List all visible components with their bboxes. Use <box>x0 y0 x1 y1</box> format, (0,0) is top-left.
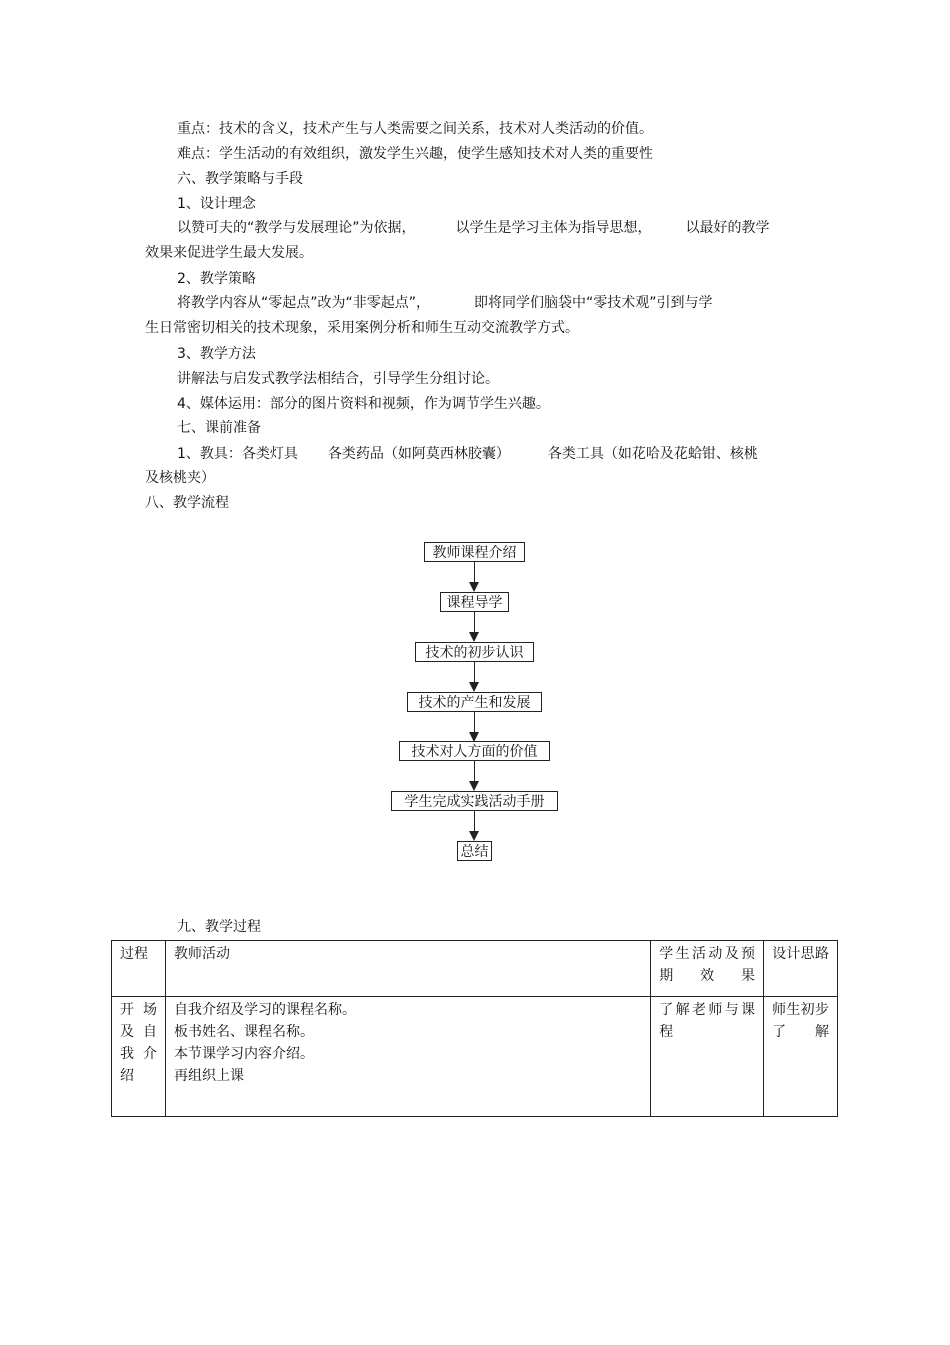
row-teacher-activity <box>165 997 650 1117</box>
design-concept-part-a: 以赞可夫的“教学与发展理论”为依据， <box>177 220 416 236</box>
teacher-activity-item: 再组织上课 <box>173 1068 244 1084</box>
table-row <box>112 997 838 1117</box>
design-concept-part-c: 以最好的教学 <box>685 220 770 236</box>
teacher-activity-item: 自我介绍及学习的课程名称。 <box>173 1002 356 1018</box>
tools-part-a: 1、教具：各类灯具 <box>177 446 298 462</box>
teacher-activity-item: 板书姓名、课程名称。 <box>173 1024 314 1040</box>
method-text: 讲解法与启发式教学法相结合，引导学生分组讨论。 <box>177 371 499 387</box>
flow-arrowhead-1 <box>469 582 479 592</box>
strategy-part-b: 即将同学们脑袋中“零技术观”引到与学 <box>474 295 713 311</box>
subsection-2-heading: 2、教学策略 <box>177 271 256 287</box>
section-9-heading: 九、教学过程 <box>177 919 261 935</box>
flow-arrowhead-6 <box>469 831 479 841</box>
strategy-line-2: 生日常密切相关的技术现象，采用案例分析和师生互动交流教学方式。 <box>145 320 579 336</box>
design-concept-part-b: 以学生是学习主体为指导思想， <box>455 220 652 236</box>
flow-arrowhead-5 <box>469 781 479 791</box>
tools-part-b: 各类药品（如阿莫西林胶囊） <box>327 446 510 462</box>
difficulty-text: 难点：学生活动的有效组织，激发学生兴趣，使学生感知技术对人类的重要性 <box>177 146 653 162</box>
flow-step-5: 技术对人方面的价值 <box>399 741 550 761</box>
header-teacher-activity: 教师活动 <box>165 941 650 997</box>
subsection-3-heading: 3、教学方法 <box>177 346 256 362</box>
flow-step-7: 总结 <box>457 841 492 861</box>
section-6-heading: 六、教学策略与手段 <box>177 171 303 187</box>
subsection-1-heading: 1、设计理念 <box>177 196 256 212</box>
header-design-idea: 设计思路 <box>764 941 838 997</box>
flow-arrow-2 <box>474 612 475 632</box>
flow-arrowhead-2 <box>469 632 479 642</box>
flow-step-6: 学生完成实践活动手册 <box>391 791 558 811</box>
flow-arrow-4 <box>474 712 475 732</box>
section-8-heading: 八、教学流程 <box>145 495 229 511</box>
table-header-row <box>112 941 838 997</box>
process-table <box>111 940 838 1117</box>
row-design-idea: 师生初步了解 <box>764 997 838 1117</box>
key-point-text: 重点：技术的含义，技术产生与人类需要之间关系，技术对人类活动的价值。 <box>177 121 653 137</box>
media-text: 4、媒体运用：部分的图片资料和视频，作为调节学生兴趣。 <box>177 396 550 412</box>
flow-arrowhead-3 <box>469 682 479 692</box>
strategy-part-a: 将教学内容从“零起点”改为“非零起点”， <box>177 295 431 311</box>
header-student-activity: 学生活动及预期效果 <box>651 941 764 997</box>
flow-step-2: 课程导学 <box>440 592 509 612</box>
row-student-activity: 了解老师与课程 <box>651 997 764 1117</box>
flow-arrow-3 <box>474 662 475 682</box>
flow-arrow-1 <box>474 562 475 582</box>
design-concept-line-2: 效果来促进学生最大发展。 <box>145 245 313 261</box>
section-7-heading: 七、课前准备 <box>177 420 261 436</box>
flow-step-3: 技术的初步认识 <box>415 642 534 662</box>
tools-line-1 <box>177 445 758 463</box>
row-process: 开场及自我介绍 <box>112 997 166 1117</box>
design-concept-line-1 <box>177 219 770 237</box>
flow-step-1: 教师课程介绍 <box>424 542 525 562</box>
header-process: 过程 <box>112 941 166 997</box>
tools-part-c: 各类工具（如花哈及花蛤钳、核桃 <box>547 446 758 462</box>
teacher-activity-item: 本节课学习内容介绍。 <box>173 1046 314 1062</box>
flow-arrow-6 <box>474 811 475 831</box>
tools-line-2: 及核桃夹） <box>145 470 215 486</box>
flow-arrow-5 <box>474 761 475 781</box>
strategy-line-1 <box>177 294 713 312</box>
flow-step-4: 技术的产生和发展 <box>407 692 542 712</box>
